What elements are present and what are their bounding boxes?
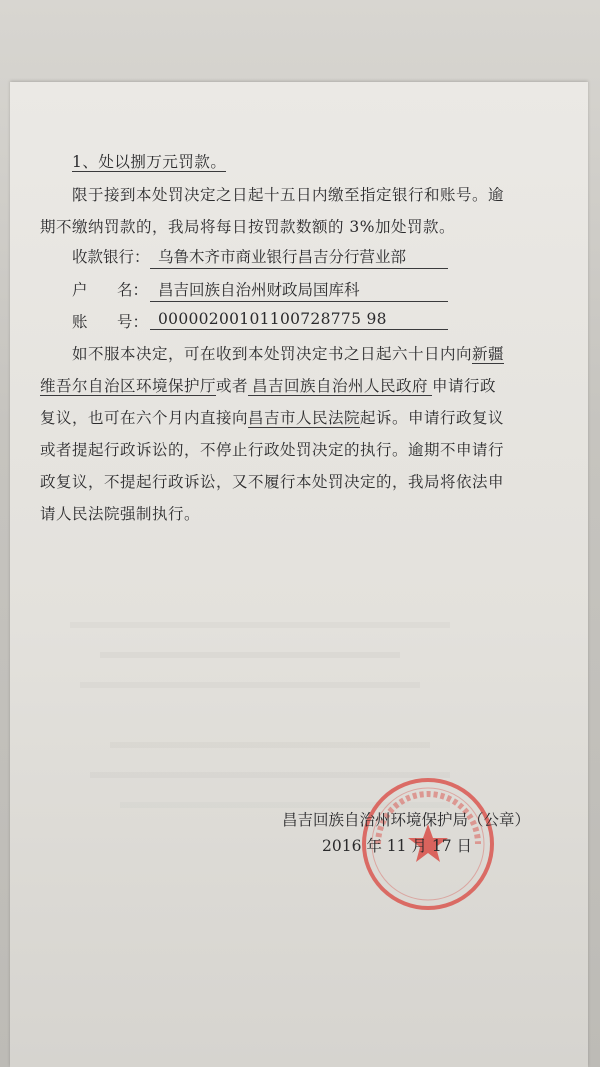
issue-date: 2016 年 11 月 17 日 — [322, 837, 473, 855]
account-name-label: 户 名： — [72, 281, 149, 299]
account-number-label: 账 号： — [72, 313, 149, 331]
appeal-line4: 或者提起行政诉讼的，不停止行政处罚决定的执行。逾期不申请行 — [40, 441, 505, 459]
appeal-line1-authority: 新疆 — [472, 345, 505, 363]
appeal-line3-court: 昌吉市人民法院 — [248, 409, 361, 427]
appeal-line1 — [72, 342, 504, 364]
account-number-value: 00000200101100728775 98 — [150, 310, 448, 330]
appeal-line2-or: 或者 — [216, 377, 249, 395]
payment-notice-line2: 期不缴纳罚款的，我局将每日按罚款数额的 3%加处罚款。 — [40, 218, 456, 236]
appeal-line2 — [40, 374, 496, 396]
appeal-line2-authority-a: 维吾尔自治区环境保护厅 — [40, 377, 217, 395]
appeal-line1-text: 如不服本决定，可在收到本处罚决定书之日起六十日内向 — [72, 345, 473, 363]
document-page — [10, 82, 588, 1067]
account-name-value: 昌吉回族自治州财政局国库科 — [150, 278, 448, 302]
bank-label: 收款银行： — [72, 248, 150, 266]
penalty-item-text: 1、处以捌万元罚款。 — [72, 153, 227, 171]
appeal-line3 — [40, 406, 504, 428]
appeal-line6: 请人民法院强制执行。 — [40, 505, 201, 523]
penalty-item — [72, 150, 226, 172]
payment-notice-line1: 限于接到本处罚决定之日起十五日内缴至指定银行和账号。逾 — [72, 186, 505, 204]
bank-value: 乌鲁木齐市商业银行昌吉分行营业部 — [150, 245, 448, 269]
appeal-line5: 政复议，不提起行政诉讼，又不履行本处罚决定的，我局将依法申 — [40, 473, 505, 491]
issuing-organization: 昌吉回族自治州环境保护局（公章） — [282, 811, 531, 829]
appeal-line2-tail: 申请行政 — [432, 377, 497, 395]
appeal-line3-tail: 起诉。申请行政复议 — [360, 409, 505, 427]
appeal-line2-authority-b: 昌吉回族自治州人民政府 — [248, 377, 432, 396]
appeal-line3-text: 复议，也可在六个月内直接向 — [40, 409, 249, 427]
